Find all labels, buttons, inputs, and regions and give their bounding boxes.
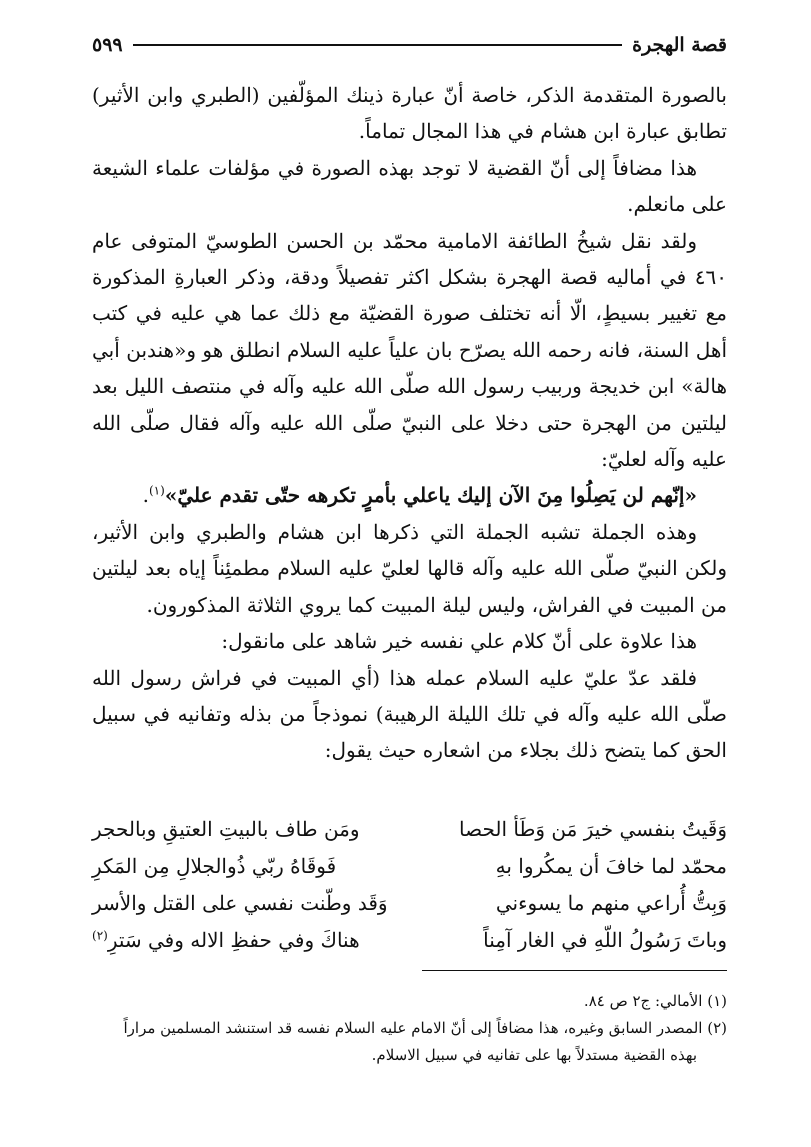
first-hemistich: وَبِتُّ أُراعي منهم ما يسوءني	[495, 890, 727, 915]
footnote-separator	[422, 970, 727, 971]
first-hemistich: وباتَ رَسُولُ اللّهِ في الغار آمِناً	[483, 927, 727, 952]
poem-verse	[92, 847, 727, 884]
footnote-marker-1: (١)	[148, 483, 165, 498]
paragraph: هذا علاوة على أنّ كلام علي نفسه خير شاهد على مانقول:	[221, 629, 697, 654]
footnote-2: (٢) المصدر السابق وغيره، هذا مضافاً إلى أنّ الامام عليه السلام نفسه قد استنشد المسلمين مراراً	[123, 1019, 727, 1037]
second-hemistich: وَقَد وطّنت نفسي على القتل والأسر	[92, 890, 388, 915]
poem-verse	[92, 884, 727, 921]
footnote-marker-2: (٢)	[92, 927, 108, 942]
running-title: قصة الهجرة	[632, 34, 727, 56]
second-hemistich-with-note	[92, 928, 360, 952]
paragraph: وهذه الجملة تشبه الجملة التي ذكرها ابن هشام والطبري وابن الأثير، ولكن النبيّ صلّى الله عليه وآله قالها لعليّ عليه السلام مطمئِناً إياه بعد ليلتين من المبيت في الفراش، وليس ليلة المبيت كما يروي الثلاثة المذكورون.	[92, 519, 727, 617]
page-number: ٥٩٩	[92, 34, 123, 56]
paragraph: ولقد نقل شيخُ الطائفة الامامية محمّد بن الحسن الطوسيّ المتوفى عام ٤٦٠ في أماليه قصة الهجرة بشكل اكثر تفصيلاً ودقة، وذكر العبارةِ المذكورة مع تغيير بسيطٍ، الّا أنه تختلف صورة القضيّة مع ذلك عما هي عليه في كتب أهل السنة، فانه رحمه الله يصرّح بان علياً عليه السلام انطلق هو و«هندبن أبي هالة» ابن خديجة وربيب رسول الله صلّى الله عليه وآله في منتصف الليل بعد ليلتين من الهجرة حتى دخلا على النبيّ صلّى الله عليه وآله فقال صلّى الله عليه وآله لعليّ:	[92, 228, 727, 472]
first-hemistich: محمّد لما خافَ أن يمكُروا بهِ	[495, 853, 727, 878]
main-text	[92, 77, 727, 769]
paragraph: فلقد عدّ عليّ عليه السلام عمله هذا (أي المبيت في فراش رسول الله صلّى الله عليه وآله في تلك الليلة الرهيبة) نموذجاً من بذله وتفانيه في سبيل الحق كما يتضح ذلك بجلاء من اشعاره حيث يقول:	[92, 665, 727, 763]
poem-verse	[92, 921, 727, 958]
page-header	[92, 30, 727, 60]
footnotes	[92, 988, 727, 1069]
second-hemistich: ومَن طاف بالبيتِ العتيقِ وبالحجر	[92, 816, 360, 841]
paragraph: هذا مضافاً إلى أنّ القضية لا توجد بهذه الصورة في مؤلفات علماء الشيعة على مانعلم.	[92, 155, 727, 217]
footnote-1: (١) الأمالي: ج٢ ص ٨٤.	[583, 992, 727, 1010]
poem	[92, 810, 727, 958]
first-hemistich: وَقَيتُ بنفسي خيرَ مَن وَطَأ الحصا	[459, 816, 727, 841]
footnote-2-continuation: بهذه القضية مستدلاً بها على تفانيه في سبيل الاسلام.	[371, 1046, 697, 1064]
second-hemistich: فَوقَاهُ ربّي ذُوالجلالِ مِن المَكرِ	[92, 853, 337, 878]
quotation: «إنّهم لن يَصِلُوا مِنَ الآن إليك ياعلي بأمرٍ تكرهه حتّى تقدم عليّ»$^{(١)}$.	[142, 483, 697, 508]
paragraph-continuation: بالصورة المتقدمة الذكر، خاصة أنّ عبارة ذينك المؤلّفين (الطبري وابن الأثير) تطابق عبارة ابن هشام في هذا المجال تماماً.	[92, 83, 727, 144]
poem-verse	[92, 810, 727, 847]
header-rule	[133, 44, 622, 46]
quotation-text: «إنّهم لن يَصِلُوا مِنَ الآن إليك ياعلي بأمرٍ تكرهه حتّى تقدم عليّ»	[164, 483, 697, 508]
second-hemistich: هناكَ وفي حفظِ الاله وفي سَترِ	[107, 927, 360, 952]
